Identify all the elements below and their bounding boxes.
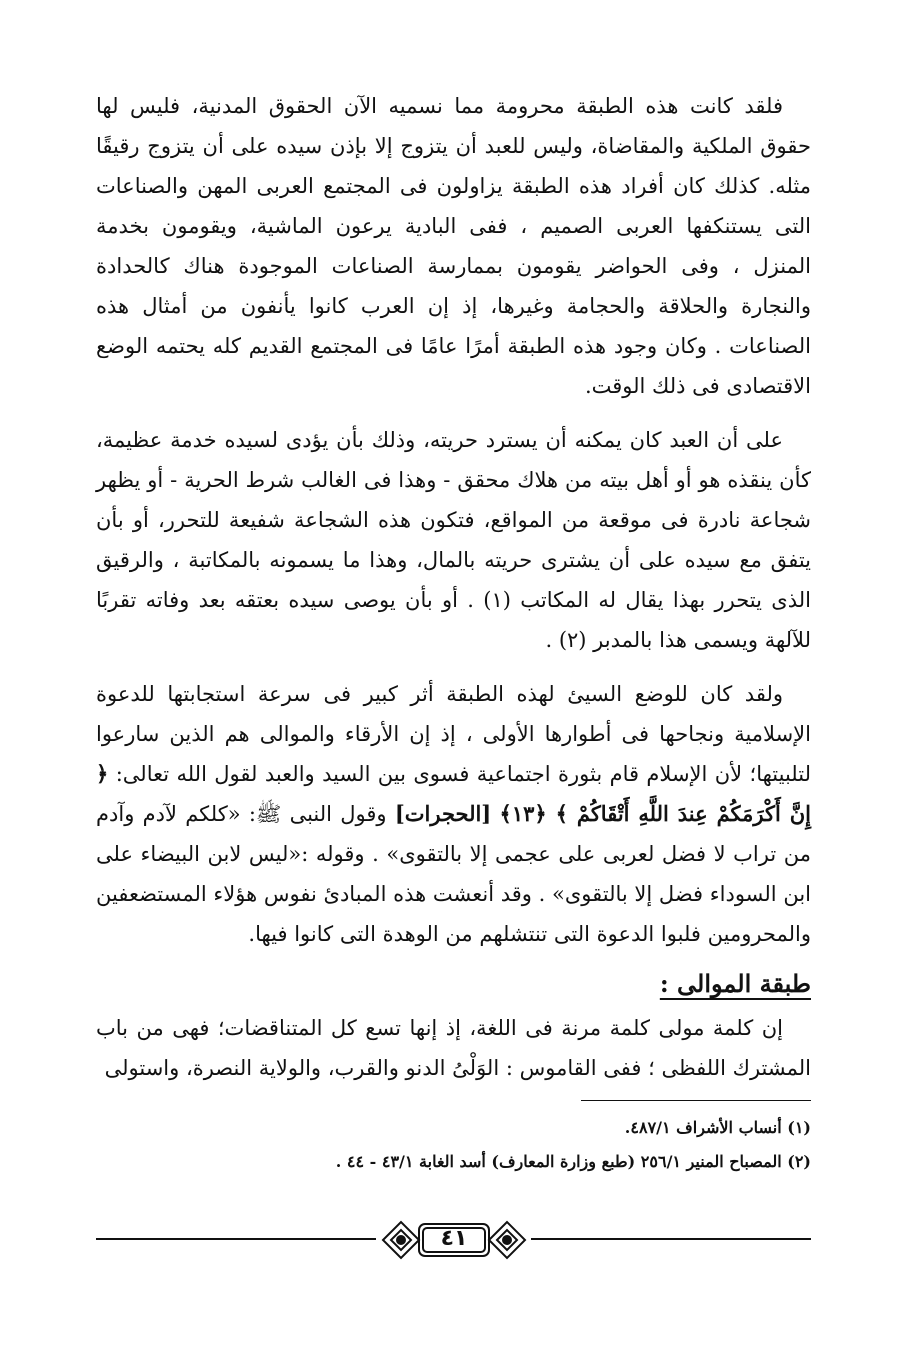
- paragraph-2: على أن العبد كان يمكنه أن يسترد حريته، وذلك بأن يؤدى لسيده خدمة عظيمة، كأن ينقذه هو أو أهل بيته من هلاك محقق - وهذا فى الغالب شرط الحرية - أو يظهر شجاعة نادرة فى موقعة من المواقع، فتكون هذه الشجاعة شفيعة للتحرر، أو بأن يتفق مع سيده على أن يشترى حريته بالمال، وهذا ما يسمونه بالمكاتبة ، والرقيق الذى يتحرر بهذا يقال له المكاتب (١) . أو بأن يوصى سيده بعتقه بعد وفاته تقربًا للآلهة ويسمى هذا بالمدبر (٢) .: [96, 428, 811, 652]
- paragraph-3-rest: وقول النبى ﷺ: «كلكم لآدم وآدم من تراب لا فضل لعربى على عجمى إلا بالتقوى» . وقوله :«ليس لابن البيضاء على ابن السوداء فضل إلا بالتقوى» . وقد أنعشت هذه المبادئ نفوس هؤلاء المستضعفين والمحرومين فلبوا الدعوة التى تنتشلهم من الوهدة التى كانوا فيها.: [96, 802, 811, 946]
- footer-rule-right: [531, 1238, 811, 1240]
- section-heading: طبقة الموالى :: [659, 969, 811, 998]
- footnote-2: (٢) المصباح المنير ٢٥٦/١ (طبع وزارة المعارف) أسد الغابة ٤٣/١ - ٤٤ .: [335, 1152, 811, 1171]
- page-body: [96, 86, 811, 1088]
- paragraph-3: [96, 674, 811, 954]
- footer-rule-left: [96, 1238, 376, 1240]
- verse-reference: [الحجرات]: [394, 801, 492, 826]
- paragraph-1: فلقد كانت هذه الطبقة محرومة مما نسميه الآن الحقوق المدنية، فليس لها حقوق الملكية والمقاضاة، وليس للعبد أن يتزوج إلا بإذن سيده على أن يتزوج رقيقًا مثله. كذلك كان أفراد هذه الطبقة يزاولون فى المجتمع العربى المهن والصناعات التى يستنكفها العربى الصميم ، ففى البادية يرعون الماشية، ويقومون بخدمة المنزل ، وفى الحواضر يقومون بممارسة الصناعات الموجودة هناك كالحدادة والنجارة والحلاقة والحجامة وغيرها، إذ إن العرب كانوا يأنفون من أمثال هذه الصناعات . وكان وجود هذه الطبقة أمرًا عامًا فى المجتمع القديم كله يحتمه الوضع الاقتصادى فى ذلك الوقت.: [96, 94, 811, 398]
- quran-verse: ﴿ إِنَّ أَكْرَمَكُمْ عِندَ اللَّهِ أَتْقَاكُمْ ﴾ ﴿١٣﴾: [96, 761, 811, 826]
- paragraph-3-intro: ولقد كان للوضع السيئ لهذه الطبقة أثر كبير فى سرعة استجابتها للدعوة الإسلامية ونجاحها فى أطوارها الأولى ، إذ إن الأرقاء والموالى هم الذين سارعوا لتلبيتها؛ لأن الإسلام قام بثورة اجتماعية فسوى بين السيد والعبد لقول الله تعالى:: [96, 682, 811, 786]
- paragraph-4: إن كلمة مولى كلمة مرنة فى اللغة، إذ إنها تسع كل المتناقضات؛ فهى من باب المشترك اللفظى ؛ ففى القاموس : الوَلْىُ الدنو والقرب، والولاية النصرة، واستولى: [96, 1016, 811, 1080]
- footnote-1: (١) أنساب الأشراف ٤٨٧/١.: [624, 1118, 811, 1137]
- footnote-divider: [581, 1100, 811, 1101]
- page-footer: [96, 1218, 811, 1268]
- footnotes: [96, 1100, 811, 1181]
- page-number: ٤١: [440, 1226, 468, 1251]
